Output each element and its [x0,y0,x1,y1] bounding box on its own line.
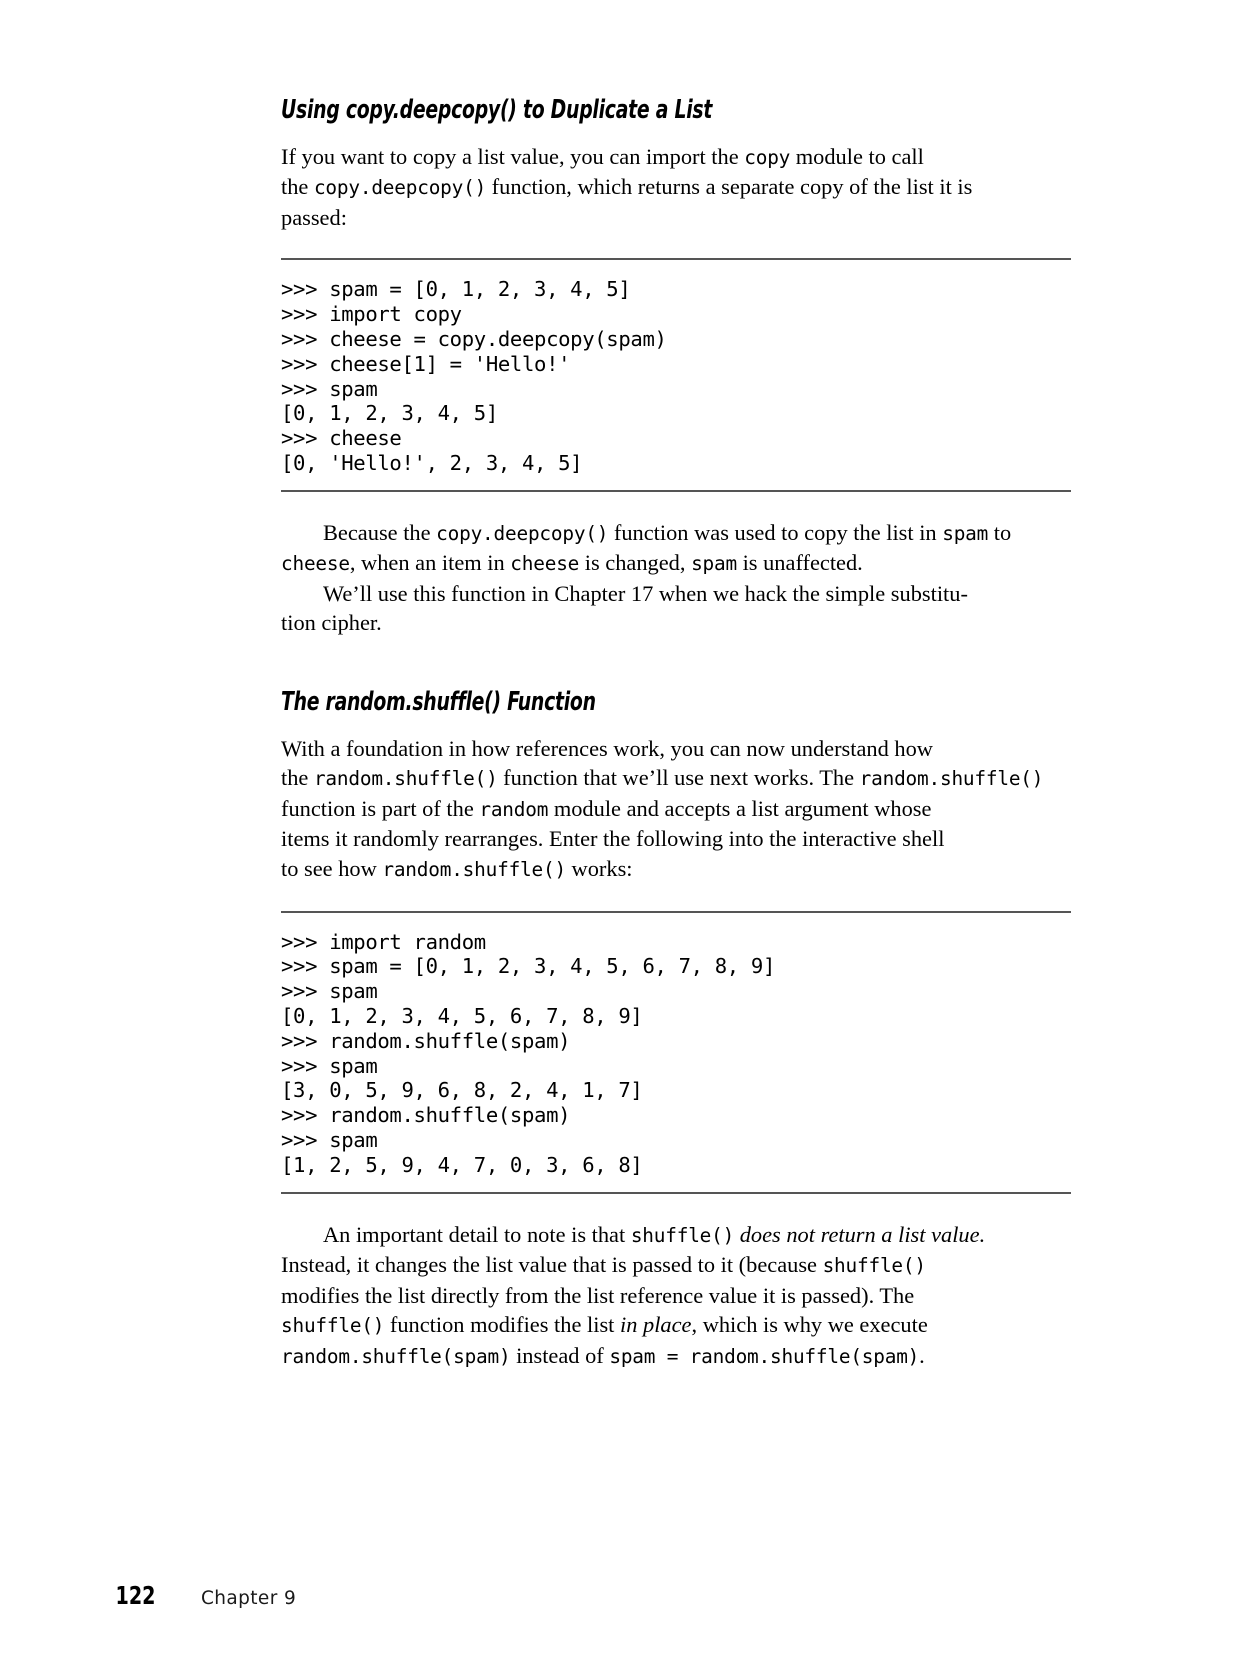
text-line: items it randomly rearranges. Enter the following into the interactive shell [281,826,945,852]
code-block-shuffle [281,911,1071,1194]
chapter-label: Chapter 9 [200,1588,297,1609]
text-line: With a foundation in how references work, you can now understand how [281,735,933,761]
text-line: cheese, when an item in cheese is changed, spam is unaffected. [281,550,863,576]
code-line: >>> spam = [0, 1, 2, 3, 4, 5, 6, 7, 8, 9] [281,954,775,979]
text-line: Because the copy.deepcopy() function was used to copy the list in spam to [323,519,1012,545]
explanation-paragraph-deepcopy [281,518,1071,638]
intro-paragraph-deepcopy [281,142,1071,233]
code-line: >>> import random [281,929,486,954]
text-line: function is part of the random module and accepts a list argument whose [281,795,932,821]
text-line: random.shuffle(spam) instead of spam = random.shuffle(spam). [281,1342,925,1368]
page-footer [112,1581,296,1610]
code-line: [3, 0, 5, 9, 6, 8, 2, 4, 1, 7] [281,1078,643,1103]
code-line: [0, 1, 2, 3, 4, 5] [281,401,498,426]
text-line: to see how random.shuffle() works: [281,856,633,881]
text-line: shuffle() function modifies the list in place, which is why we execute [281,1312,928,1338]
code-line: >>> cheese[1] = 'Hello!' [281,351,571,376]
text-line: An important detail to note is that shuffle() does not return a list value. [323,1221,986,1247]
code-line: >>> spam = [0, 1, 2, 3, 4, 5] [281,277,631,302]
page-number: 122 [115,1581,156,1610]
code-block-deepcopy [281,258,1071,491]
text-line: the copy.deepcopy() function, which returns a separate copy of the list it is [281,174,973,200]
code-line: >>> spam [281,979,378,1004]
code-line: >>> spam [281,1053,378,1078]
explanation-paragraph-shuffle [281,1220,1071,1372]
code-line: >>> spam [281,376,378,401]
code-line: [0, 'Hello!', 2, 3, 4, 5] [281,450,583,475]
code-line: >>> random.shuffle(spam) [281,1028,571,1053]
page-content [281,96,1071,1372]
intro-paragraph-shuffle [281,734,1071,885]
text-line: If you want to copy a list value, you can import the copy module to call [281,143,924,169]
code-line: >>> spam [281,1127,378,1152]
code-line: >>> cheese [281,426,402,451]
section-heading-shuffle: The random.shuffle() Function [281,687,596,718]
text-line: the random.shuffle() function that we’ll use next works. The random.shuffle() [281,765,1044,791]
text-line: Instead, it changes the list value that is passed to it (because shuffle() [281,1252,926,1278]
text-line: modifies the list directly from the list reference value it is passed). The [281,1282,915,1308]
text-line: We’ll use this function in Chapter 17 when we hack the simple substitu- [323,580,968,606]
code-line: [0, 1, 2, 3, 4, 5, 6, 7, 8, 9] [281,1003,643,1028]
code-line: >>> import copy [281,302,462,327]
code-line: >>> random.shuffle(spam) [281,1103,571,1128]
section-heading-deepcopy: Using copy.deepcopy() to Duplicate a List [281,95,713,125]
code-line: >>> cheese = copy.deepcopy(spam) [281,326,667,351]
code-line: [1, 2, 5, 9, 4, 7, 0, 3, 6, 8] [281,1152,643,1177]
text-line: tion cipher. [281,610,382,636]
text-line: passed: [281,204,347,230]
